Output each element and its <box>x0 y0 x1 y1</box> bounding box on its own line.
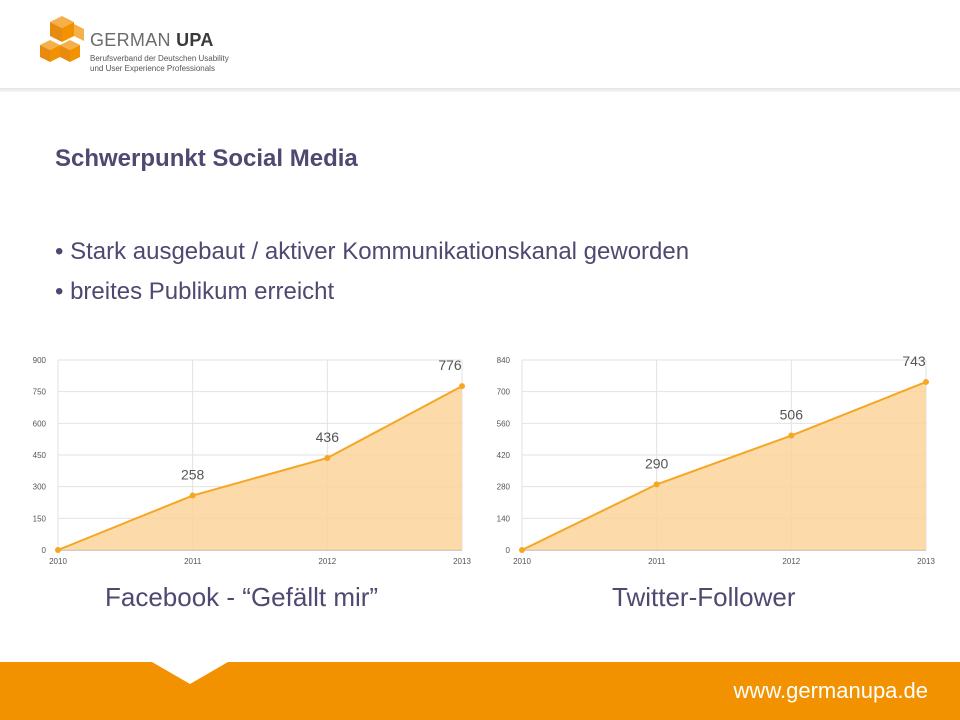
data-label: 290 <box>644 455 669 472</box>
x-tick-label: 2011 <box>648 557 666 566</box>
y-tick-label: 420 <box>496 451 510 460</box>
twitter-chart-caption: Twitter-Follower <box>612 582 796 612</box>
y-tick-label: 700 <box>496 387 510 397</box>
data-point <box>190 493 196 499</box>
y-tick-label: 280 <box>496 482 510 492</box>
x-tick-label: 2011 <box>184 557 202 566</box>
data-label: 743 <box>902 352 926 369</box>
y-tick-label: 140 <box>496 514 510 524</box>
y-tick-label: 150 <box>32 514 46 524</box>
y-tick-label: 0 <box>41 546 46 555</box>
x-tick-label: 2012 <box>782 557 801 566</box>
data-point <box>923 379 929 385</box>
y-tick-label: 0 <box>505 546 510 555</box>
x-tick-label: 2013 <box>453 557 471 566</box>
logo-subtitle: Berufsverband der Deutschen Usability und User Experience Professionals <box>90 54 229 73</box>
bullet-item: • Stark ausgebaut / aktiver Kommunikationskanal geworden <box>55 238 690 265</box>
y-tick-label: 560 <box>496 419 510 429</box>
x-tick-label: 2013 <box>917 557 935 566</box>
data-point <box>324 455 330 461</box>
x-tick-label: 2010 <box>49 557 67 566</box>
bullet-list <box>55 232 689 312</box>
footer-notch <box>152 662 228 684</box>
y-tick-label: 450 <box>32 451 46 460</box>
data-point <box>654 481 660 487</box>
logo-title: GERMAN UPA <box>90 30 214 50</box>
facebook-chart-caption: Facebook - “Gefällt mir” <box>105 582 379 612</box>
header-divider <box>0 88 960 92</box>
y-tick-label: 600 <box>32 419 46 429</box>
data-label: 436 <box>315 428 340 445</box>
y-tick-label: 900 <box>32 356 46 365</box>
series-area <box>522 382 926 550</box>
data-label: 258 <box>180 466 205 483</box>
x-tick-label: 2012 <box>318 557 337 566</box>
facebook-likes-chart <box>22 346 482 572</box>
twitter-followers-chart <box>486 346 946 572</box>
x-tick-label: 2010 <box>513 557 531 566</box>
data-label: 776 <box>438 357 462 374</box>
bullet-item: • breites Publikum erreicht <box>55 278 335 305</box>
y-tick-label: 300 <box>32 482 46 492</box>
cube-stack-icon <box>40 14 88 72</box>
y-tick-label: 750 <box>32 387 46 397</box>
data-point <box>459 383 465 389</box>
data-point <box>55 547 61 553</box>
data-point <box>519 547 525 553</box>
header <box>0 0 960 88</box>
data-label: 506 <box>779 406 804 423</box>
slide-title: Schwerpunkt Social Media <box>55 145 358 172</box>
german-upa-logo[interactable] <box>40 14 280 76</box>
data-point <box>788 433 794 439</box>
y-tick-label: 840 <box>496 356 510 365</box>
website-link[interactable]: www.germanupa.de <box>733 678 928 703</box>
